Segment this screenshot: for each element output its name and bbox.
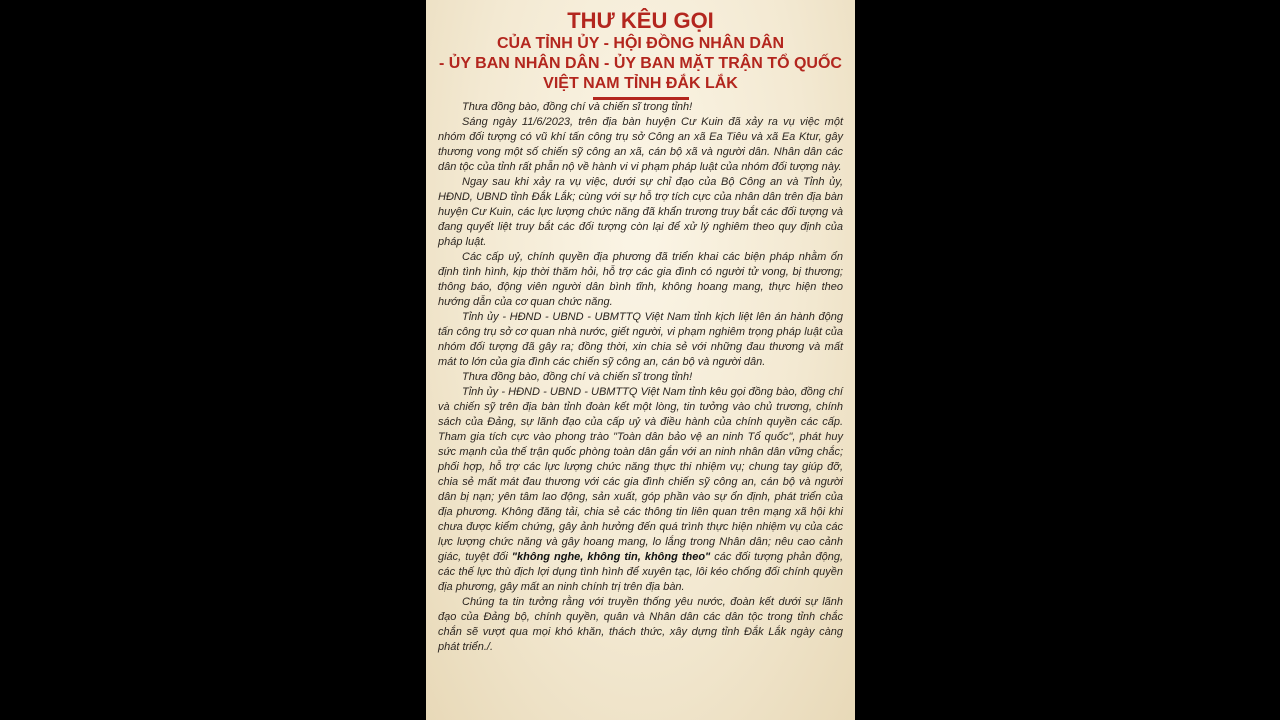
appeal-text-end: các đối tượng phản động, các thế lực thù địch lợi dụng tình hình để xuyên tạc, lôi kéo chống đối chính quyền địa phương, gây mất an ninh chính trị trên địa bàn.: [438, 551, 844, 593]
paragraph-greeting-2: Thưa đồng bào, đồng chí và chiến sĩ trong tỉnh!: [462, 371, 693, 383]
paragraph-closing: Chúng ta tin tưởng rằng với truyền thống yêu nước, đoàn kết dưới sự lãnh đạo của Đảng bộ, chính quyền, quân và Nhân dân các dân tộc trong tỉnh chắc chắn sẽ vượt qua mọi khó khăn, thách thức, xây dựng tỉnh Đắk Lắk ngày càng phát triển./.: [438, 596, 843, 653]
paragraph-local-measures: Các cấp uỷ, chính quyền địa phương đã triển khai các biện pháp nhằm ổn định tình hình, kịp thời thăm hỏi, hỗ trợ các gia đình có người tử vong, bị thương; thông báo, động viên người dân bình tĩnh, không hoang mang, thực hiện theo hướng dẫn của cơ quan chức năng.: [438, 251, 843, 308]
subtitle-line-1: CỦA TỈNH ỦY - HỘI ĐỒNG NHÂN DÂN: [496, 35, 785, 52]
paragraph-incident: Sáng ngày 11/6/2023, trên địa bàn huyện Cư Kuin đã xảy ra vụ việc một nhóm đối tượng có vũ khí tấn công trụ sở Công an xã Ea Tiêu và xã Ea Ktur, gây thương vong một số chiến sỹ công an xã, cán bộ xã và người dân. Nhân dân các dân tộc của tỉnh rất phẫn nộ về hành vi vi phạm pháp luật của nhóm đối tượng này.: [438, 116, 843, 173]
document-page: [426, 0, 855, 720]
document-header: [426, 8, 855, 100]
paragraph-appeal: [438, 385, 843, 595]
appeal-emphasis: "không nghe, không tin, không theo": [511, 551, 711, 563]
appeal-text: Tỉnh ủy - HĐND - UBND - UBMTTQ Việt Nam tỉnh kêu gọi đồng bào, đồng chí và chiến sỹ trên địa bàn tỉnh đoàn kết một lòng, tin tưởng vào chủ trương, chính sách của Đảng, sự lãnh đạo của cấp uỷ và điều hành của chính quyền các cấp. Tham gia tích cực vào phong trào "Toàn dân bảo vệ an ninh Tổ quốc", phát huy sức mạnh của thế trận quốc phòng toàn dân gắn với an ninh nhân dân vững chắc; phối hợp, hỗ trợ các lực lượng chức năng thực thi nhiệm vụ; chung tay giúp đỡ, chia sẻ mất mát đau thương với các gia đình chiến sỹ công an, cán bộ và người dân bị nạn; yên tâm lao động, sản xuất, góp phần vào sự ổn định, phát triển của địa phương. Không đăng tải, chia sẻ các thông tin liên quan trên mạng xã hội khi chưa được kiểm chứng, gây ảnh hưởng đến quá trình thực hiện nhiệm vụ của các lực lượng chức năng và gây hoang mang, lo lắng trong Nhân dân; nêu cao cảnh giác, tuyệt đối: [438, 386, 843, 563]
document-title: THƯ KÊU GỌI: [567, 8, 714, 33]
paragraph-response: Ngay sau khi xảy ra vụ việc, dưới sự chỉ đạo của Bộ Công an và Tỉnh ủy, HĐND, UBND tỉnh Đắk Lắk; cùng với sự hỗ trợ tích cực của nhân dân trên địa bàn huyện Cư Kuin, các lực lượng chức năng đã khẩn trương truy bắt các đối tượng và đang quyết liệt truy bắt các đối tượng còn lại để xử lý nghiêm theo quy định của pháp luật.: [438, 176, 843, 248]
paragraph-greeting-1: Thưa đồng bào, đồng chí và chiến sĩ trong tỉnh!: [462, 101, 693, 113]
paragraph-condemnation: Tỉnh ủy - HĐND - UBND - UBMTTQ Việt Nam tỉnh kịch liệt lên án hành động tấn công trụ sở cơ quan nhà nước, giết người, vi phạm nghiêm trọng pháp luật của nhóm đối tượng đã gây ra; đồng thời, xin chia sẻ với những đau thương và mất mát to lớn của gia đình các chiến sỹ công an, cán bộ và người dân.: [438, 311, 843, 368]
document-body: [438, 100, 843, 655]
subtitle-line-3: VIỆT NAM TỈNH ĐẮK LẮK: [543, 75, 738, 92]
subtitle-line-2: - ỦY BAN NHÂN DÂN - ỦY BAN MẶT TRẬN TỔ QUỐC: [439, 55, 842, 72]
